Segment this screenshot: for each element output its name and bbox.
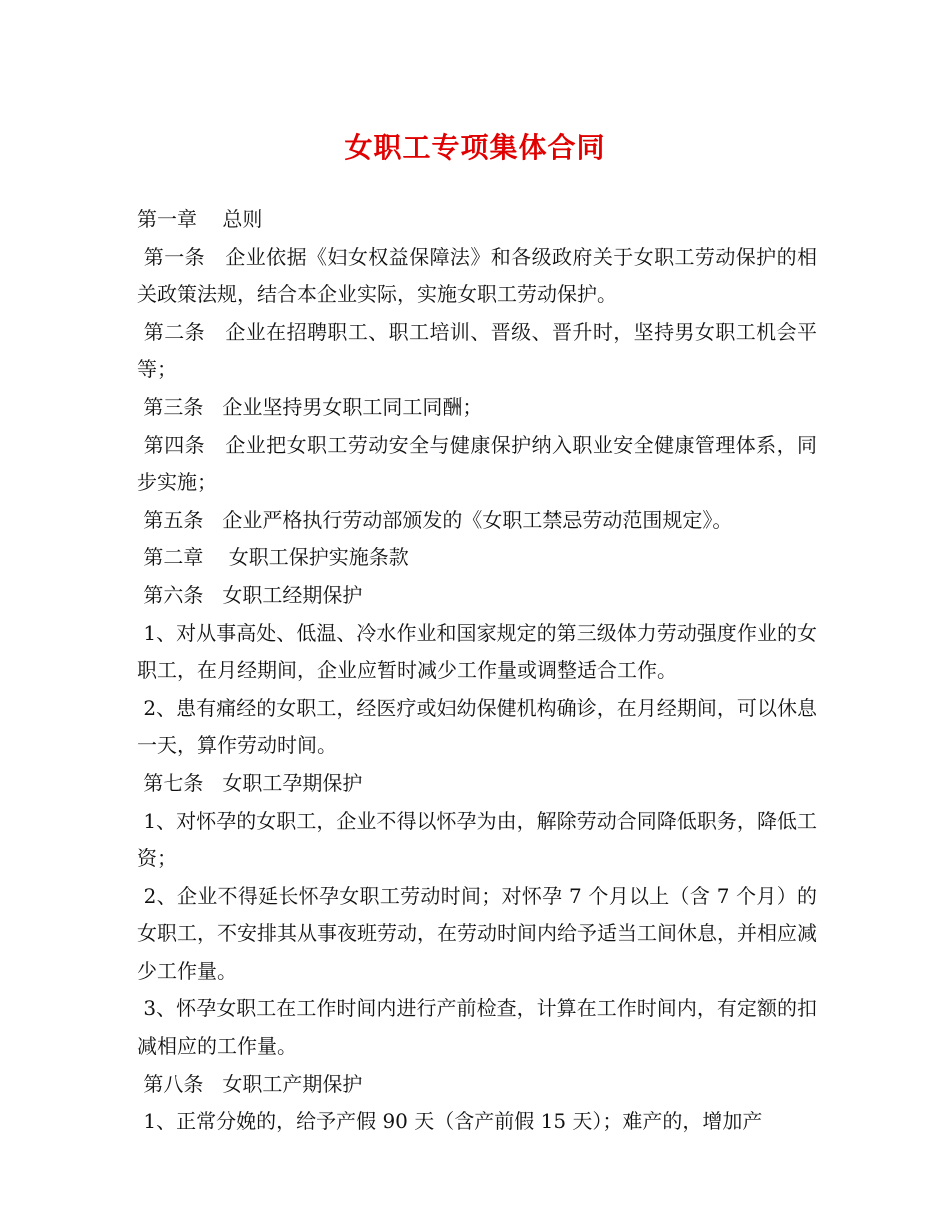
article-paragraph: 第六条 女职工经期保护 bbox=[137, 582, 363, 607]
document-title: 女职工专项集体合同 bbox=[344, 131, 606, 164]
chapter-heading: 第二章 女职工保护实施条款 bbox=[137, 545, 409, 570]
article-paragraph: 第五条 企业严格执行劳动部颁发的《女职工禁忌劳动范围规定》。 bbox=[137, 507, 733, 532]
document-body bbox=[137, 201, 817, 1141]
clause-paragraph: 3、怀孕女职工在工作时间内进行产前检查，计算在工作时间内，有定额的扣减相应的工作量。 bbox=[137, 996, 817, 1059]
clause-paragraph: 2、企业不得延长怀孕女职工劳动时间；对怀孕 7 个月以上（含 7 个月）的女职工，不安排其从事夜班劳动，在劳动时间内给予适当工间休息，并相应减少工作量。 bbox=[137, 883, 818, 983]
clause-paragraph: 2、患有痛经的女职工，经医疗或妇幼保健机构确诊，在月经期间，可以休息一天，算作劳动时间。 bbox=[137, 695, 817, 758]
article-paragraph: 第三条 企业坚持男女职工同工同酬； bbox=[137, 394, 483, 419]
article-paragraph: 第二条 企业在招聘职工、职工培训、晋级、晋升时，坚持男女职工机会平等； bbox=[137, 319, 817, 382]
article-paragraph: 第四条 企业把女职工劳动安全与健康保护纳入职业安全健康管理体系，同步实施； bbox=[137, 432, 817, 495]
chapter-heading: 第一章 总则 bbox=[137, 207, 263, 231]
clause-paragraph: 1、正常分娩的，给予产假 90 天（含产前假 15 天）；难产的，增加产 bbox=[137, 1109, 763, 1134]
article-paragraph: 第七条 女职工孕期保护 bbox=[137, 770, 363, 795]
clause-paragraph: 1、对怀孕的女职工，企业不得以怀孕为由，解除劳动合同降低职务，降低工资； bbox=[137, 808, 817, 871]
article-paragraph: 第一条 企业依据《妇女权益保障法》和各级政府关于女职工劳动保护的相关政策法规，结合本企业实际，实施女职工劳动保护。 bbox=[137, 244, 817, 307]
clause-paragraph: 1、对从事高处、低温、冷水作业和国家规定的第三级体力劳动强度作业的女职工，在月经期间，企业应暂时减少工作量或调整适合工作。 bbox=[137, 620, 817, 683]
article-paragraph: 第八条 女职工产期保护 bbox=[137, 1071, 363, 1096]
